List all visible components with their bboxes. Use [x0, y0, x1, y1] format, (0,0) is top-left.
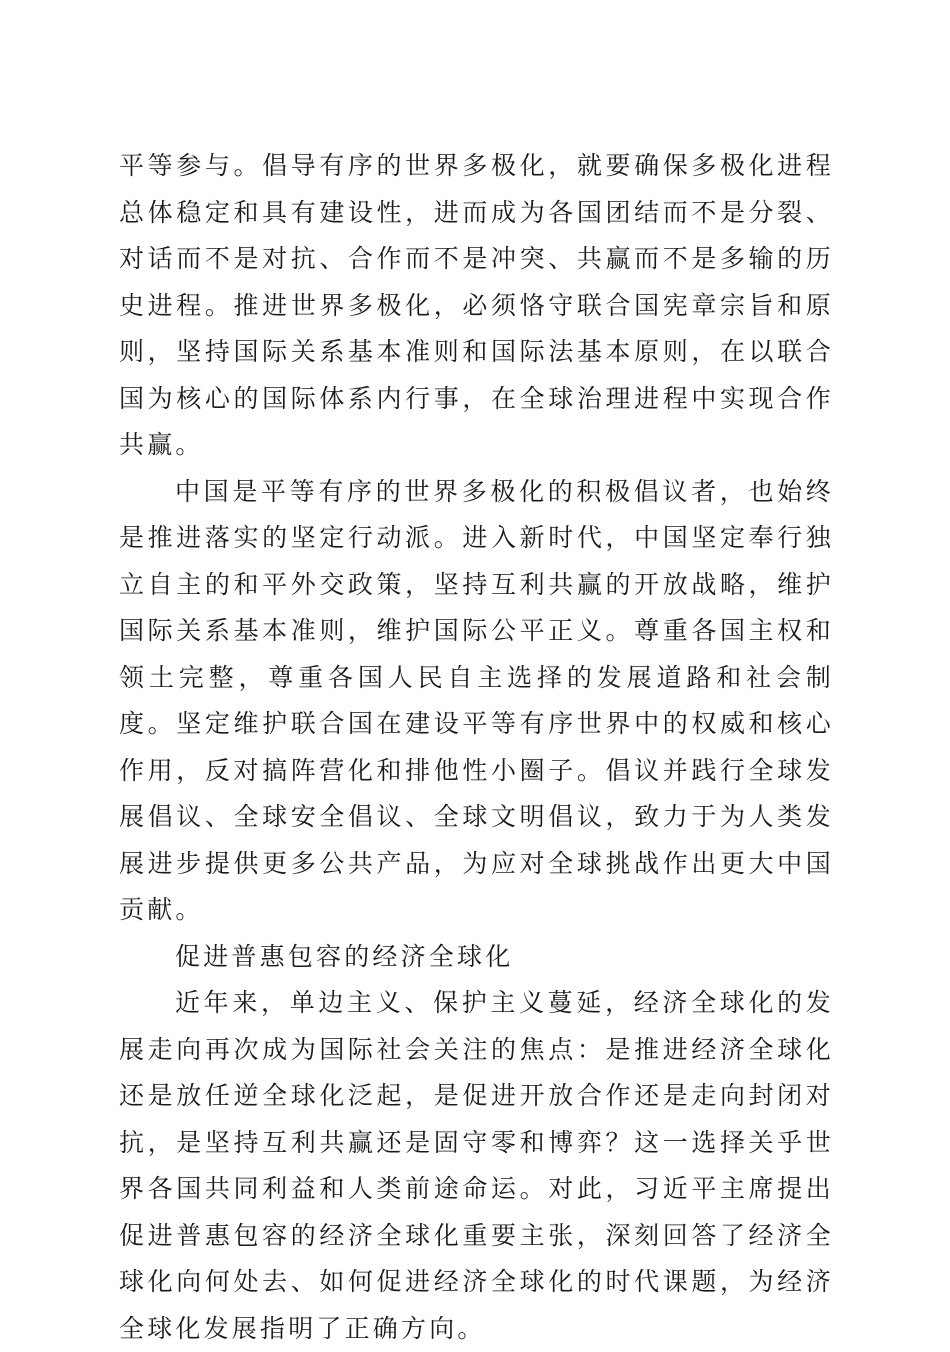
paragraph-economic-globalization: 近年来，单边主义、保护主义蔓延，经济全球化的发展走向再次成为国际社会关注的焦点：是推进经济全球化还是放任逆全球化泛起，是促进开放合作还是走向封闭对抗，是坚持互利共赢还是固守零和博弈？这一选择关乎世界各国共同利益和人类前途命运。对此，习近平主席提出促进普惠包容的经济全球化重要主张，深刻回答了经济全球化向何处去、如何促进经济全球化的时代课题，为经济全球化发展指明了正确方向。 [119, 988, 834, 1343]
paragraph-china-multipolarity: 中国是平等有序的世界多极化的积极倡议者，也始终是推进落实的坚定行动派。进入新时代，中国坚定奉行独立自主的和平外交政策，坚持互利共赢的开放战略，维护国际关系基本准则，维护国际公平正义。尊重各国主权和领土完整，尊重各国人民自主选择的发展道路和社会制度。坚定维护联合国在建设平等有序世界中的权威和核心作用，反对搞阵营化和排他性小圈子。倡议并践行全球发展倡议、全球安全倡议、全球文明倡议，致力于为人类发展进步提供更多公共产品，为应对全球挑战作出更大中国贡献。 [119, 476, 834, 924]
paragraph-continuation: 平等参与。倡导有序的世界多极化，就要确保多极化进程总体稳定和具有建设性，进而成为各国团结而不是分裂、对话而不是对抗、合作而不是冲突、共赢而不是多输的历史进程。推进世界多极化，必须恪守联合国宪章宗旨和原则，坚持国际关系基本准则和国际法基本原则，在以联合国为核心的国际体系内行事，在全球治理进程中实现合作共赢。 [119, 151, 834, 459]
section-heading: 促进普惠包容的经济全球化 [175, 941, 514, 971]
document-body [119, 143, 834, 1352]
